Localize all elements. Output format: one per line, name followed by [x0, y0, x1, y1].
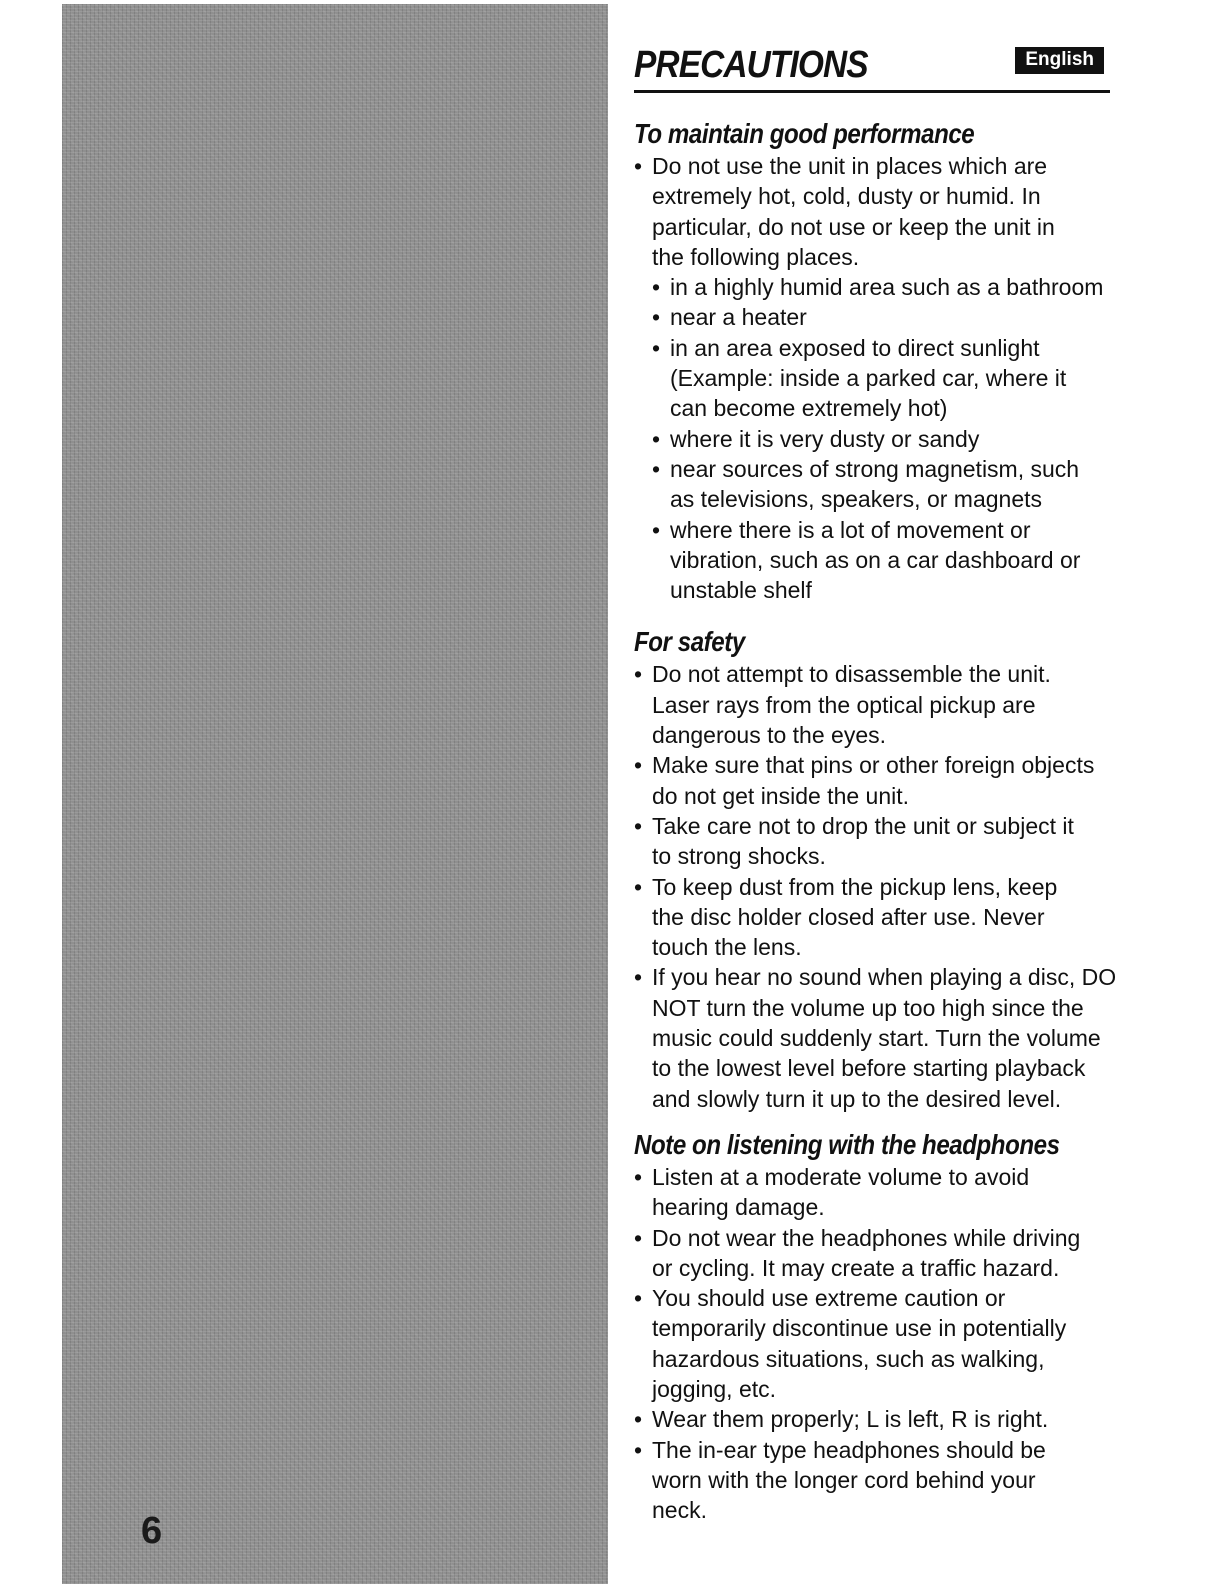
- section-performance: [634, 117, 1110, 605]
- list-item: • Do not wear the headphones while driving or cycling. It may create a traffic hazard.: [634, 1223, 1110, 1284]
- text-line: temporarily discontinue use in potentially: [652, 1315, 1067, 1342]
- text-line: If you hear no sound when playing a disc, DO: [652, 964, 1117, 991]
- list-item: • Do not attempt to disassemble the unit. Laser rays from the optical pickup are dangerous to the eyes.: [634, 659, 1110, 750]
- list-item: • Do not use the unit in places which are extremely hot, cold, dusty or humid. In particular, do not use or keep the unit in the following places.: [634, 151, 1110, 272]
- text-line: Make sure that pins or other foreign objects: [652, 752, 1095, 779]
- gray-side-panel: [62, 4, 608, 1584]
- text-line: to strong shocks.: [652, 843, 826, 870]
- text-line: music could suddenly start. Turn the volume: [652, 1025, 1101, 1052]
- text-line: jogging, etc.: [652, 1375, 777, 1402]
- list-item: • where there is a lot of movement or vibration, such as on a car dashboard or unstable shelf: [634, 515, 1110, 606]
- list-item: • near a heater: [634, 302, 1110, 332]
- list-item: • Take care not to drop the unit or subject it to strong shocks.: [634, 811, 1110, 872]
- list-item: • You should use extreme caution or temporarily discontinue use in potentially hazardous situations, such as walking, jogging, etc.: [634, 1283, 1110, 1404]
- section-title: For safety: [634, 626, 745, 658]
- text-line: Do not wear the headphones while driving: [652, 1224, 1081, 1251]
- text-line: Laser rays from the optical pickup are: [652, 691, 1036, 718]
- section-title: Note on listening with the headphones: [634, 1128, 1060, 1160]
- text-line: (Example: inside a parked car, where it: [670, 365, 1067, 392]
- bullet-list: [634, 151, 1110, 272]
- language-badge: English: [1015, 47, 1104, 74]
- text-line: vibration, such as on a car dashboard or: [670, 546, 1081, 573]
- text-line: You should use extreme caution or: [652, 1285, 1006, 1312]
- list-item: • Make sure that pins or other foreign objects do not get inside the unit.: [634, 750, 1110, 811]
- page-number: 6: [141, 1510, 163, 1552]
- text-line: dangerous to the eyes.: [652, 722, 886, 749]
- text-line: and slowly turn it up to the desired level.: [652, 1085, 1062, 1112]
- text-line: in a highly humid area such as a bathroom: [670, 274, 1104, 301]
- text-line: near a heater: [670, 304, 807, 331]
- text-line: can become extremely hot): [670, 395, 948, 422]
- text-line: particular, do not use or keep the unit in: [652, 213, 1055, 240]
- text-line: do not get inside the unit.: [652, 782, 910, 809]
- text-line: the disc holder closed after use. Never: [652, 903, 1045, 930]
- text-line: where it is very dusty or sandy: [670, 425, 980, 452]
- text-line: the following places.: [652, 243, 860, 270]
- text-line: worn with the longer cord behind your: [652, 1466, 1036, 1493]
- text-line: Take care not to drop the unit or subject it: [652, 812, 1074, 839]
- text-line: or cycling. It may create a traffic hazard.: [652, 1254, 1060, 1281]
- list-item: • The in-ear type headphones should be worn with the longer cord behind your neck.: [634, 1435, 1110, 1526]
- text-line: Do not use the unit in places which are: [652, 153, 1048, 179]
- text-line: in an area exposed to direct sunlight: [670, 334, 1040, 361]
- list-item: • To keep dust from the pickup lens, keep the disc holder closed after use. Never touch the lens.: [634, 872, 1110, 963]
- list-item: • Listen at a moderate volume to avoid hearing damage.: [634, 1162, 1110, 1223]
- text-line: Listen at a moderate volume to avoid: [652, 1163, 1030, 1190]
- sub-bullet-list: [634, 272, 1110, 605]
- text-line: to the lowest level before starting playback: [652, 1055, 1086, 1082]
- section-headphones: [634, 1128, 1110, 1526]
- text-line: extremely hot, cold, dusty or humid. In: [652, 183, 1041, 210]
- text-line: Wear them properly; L is left, R is right.: [652, 1406, 1049, 1433]
- text-line: near sources of strong magnetism, such: [670, 455, 1080, 482]
- title-row: [634, 40, 1110, 93]
- section-safety: [634, 625, 1117, 1113]
- text-line: Do not attempt to disassemble the unit.: [652, 661, 1051, 688]
- bullet-list: [634, 659, 1117, 1113]
- text-line: as televisions, speakers, or magnets: [670, 486, 1043, 513]
- text-line: hazardous situations, such as walking,: [652, 1345, 1045, 1372]
- list-item: • Wear them properly; L is left, R is right.: [634, 1404, 1110, 1434]
- list-item: • in an area exposed to direct sunlight (Example: inside a parked car, where it can become extremely hot): [634, 333, 1110, 424]
- list-item: • where it is very dusty or sandy: [634, 424, 1110, 454]
- section-title: To maintain good performance: [634, 118, 975, 149]
- list-item: • in a highly humid area such as a bathroom: [634, 272, 1110, 302]
- text-line: touch the lens.: [652, 934, 802, 961]
- text-line: neck.: [652, 1497, 707, 1524]
- list-item: • If you hear no sound when playing a disc, DO NOT turn the volume up too high since the music could suddenly start. Turn the volume to the lowest level before starting playback and slowly turn it up to the desired level.: [634, 962, 1110, 1113]
- text-line: NOT turn the volume up too high since the: [652, 994, 1084, 1021]
- list-item: • near sources of strong magnetism, such as televisions, speakers, or magnets: [634, 454, 1110, 515]
- text-line: unstable shelf: [670, 577, 812, 604]
- text-line: To keep dust from the pickup lens, keep: [652, 873, 1058, 900]
- precautions-content: [634, 40, 1117, 1525]
- text-line: where there is a lot of movement or: [670, 516, 1031, 543]
- bullet-list: [634, 1162, 1110, 1526]
- page-title: PRECAUTIONS: [634, 44, 868, 86]
- text-line: hearing damage.: [652, 1194, 825, 1221]
- text-line: The in-ear type headphones should be: [652, 1436, 1046, 1463]
